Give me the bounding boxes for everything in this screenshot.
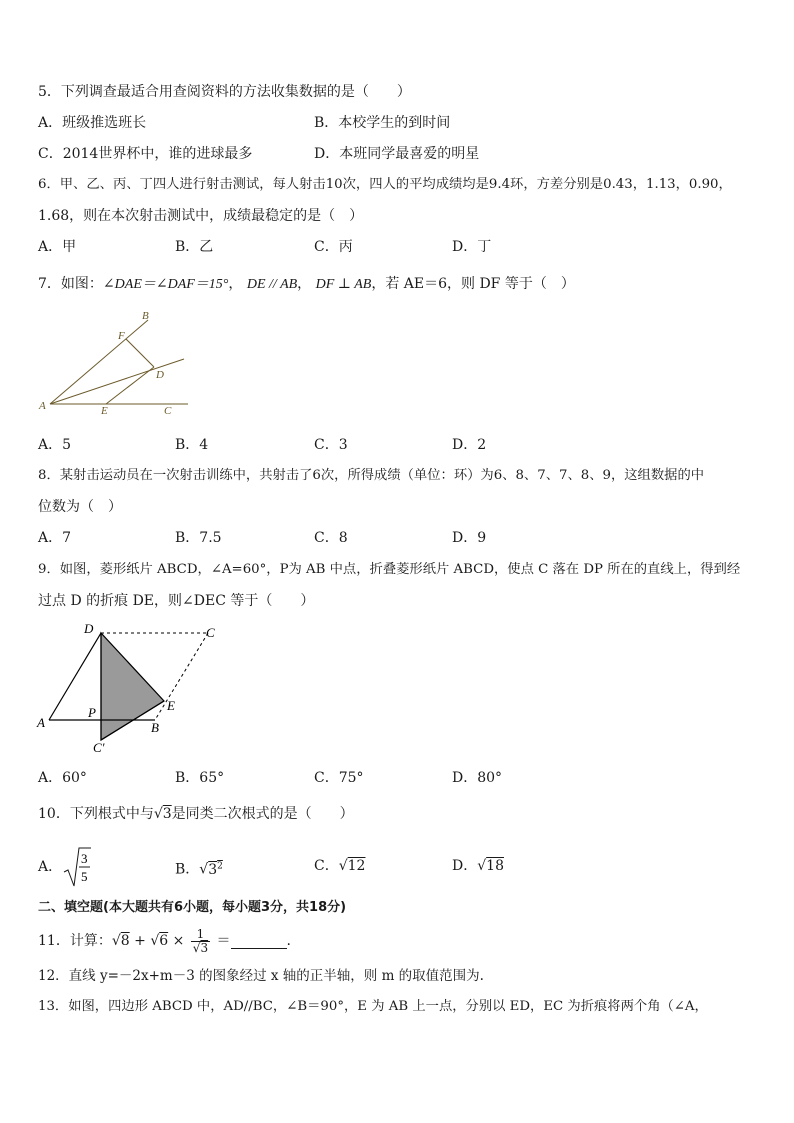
q11-prefix: 11．计算： [38,933,112,949]
q8-option-a: A．7 [38,530,72,546]
q9-label-d: D [84,621,94,636]
q10-option-c [314,856,365,876]
q13-stem: 13．如图，四边形 ABCD 中，AD//BC，∠B＝90°，E 为 AB 上一点，分别以 ED，EC 为折痕将两个角（∠A， [38,999,708,1014]
q6-option-a: A．甲 [38,239,77,255]
q9-option-c: C．75° [314,770,364,786]
q11-sqrt-1: √ [111,933,121,949]
q5-option-a: A．班级推选班长 [38,115,147,131]
q10-option-b-exp: 2 [217,861,223,871]
q7-ask: 则 DF 等于（ ） [461,276,575,292]
q9-label-p: P [88,705,96,720]
q11-times: × [172,933,185,949]
q12-stem: 12．直线 y=－2x+m－3 的图象经过 x 轴的正半轴，则 m 的取值范围为. [38,968,484,984]
q7-option-d: D．2 [452,437,487,453]
q7-label-c: C [164,405,172,417]
q5-option-d: D．本班同学最喜爱的明星 [314,146,480,162]
q10-stem [38,804,354,824]
q10-option-c-sqrt: √ [338,858,348,874]
q11-radicand-2: 6 [159,933,169,949]
q11-fraction-num: 1 [191,928,210,942]
q7-option-c: C．3 [314,437,348,453]
q10-sqrt-symbol: √ [153,806,163,822]
q6-option-d: D．丁 [452,239,492,255]
q10-option-a-num: 3 [81,851,88,866]
q7-figure [36,308,196,420]
q5-option-c: C．2014世界杯中，谁的进球最多 [38,146,253,162]
q5-stem: 5．下列调查最适合用查阅资料的方法收集数据的是（ ） [38,84,411,100]
q6-stem-line2: 1.68，则在本次射击测试中，成绩最稳定的是（ ） [38,208,364,224]
q10-option-a-den: 5 [81,869,88,884]
section-2-title: 二、填空题(本大题共有6小题，每小题3分，共18分) [38,900,347,915]
q9-label-e: E [167,698,175,713]
q7-line-ab [50,320,148,404]
q7-label-a: A [39,400,46,412]
q7-option-b: B．4 [175,437,209,453]
q7-label-b: B [142,310,149,322]
q11-fraction [191,928,210,955]
q8-option-c: C．8 [314,530,348,546]
q10-option-d [452,856,504,876]
q11-equals: ＝ [216,933,231,949]
q11-end: . [286,933,291,949]
q10-option-b-label: B． [175,861,200,878]
q10-stem-pre: 10．下列根式中与 [38,806,154,822]
q11-answer-blank[interactable] [231,934,287,949]
q7-stem: 7．如图：∠DAE＝∠DAF＝15°， DE // AB， DF ⊥ AB，若 AE＝6，则 DF 等于（ ） [38,276,575,292]
q10-option-d-sqrt: √ [477,858,487,874]
q8-stem-line2: 位数为（ ） [38,499,122,515]
q8-option-d: D．9 [452,530,487,546]
q6-option-b: B．乙 [175,239,214,255]
q7-line-fd [126,339,154,367]
q10-option-b-radicand [208,862,223,878]
q10-option-b [175,856,223,880]
q10-option-b-base: 3 [208,861,218,878]
q9-option-a: A．60° [38,770,87,786]
q7-option-a: A．5 [38,437,72,453]
q7-label-e: E [101,405,108,417]
q7-cond2: DF ⊥ AB [315,277,372,292]
q7-prefix: 7．如图： [38,276,103,292]
q9-option-b: B．65° [175,770,225,786]
q9-stem-line1: 9．如图，菱形纸片 ABCD，∠A=60°，P为 AB 中点，折叠菱形纸片 ABCD，使点 C 落在 DP 所在的直线上，得到经 [38,562,741,577]
q11-sqrt-2: √ [150,933,160,949]
q9-figure [34,618,224,768]
q7-line-ad [50,359,184,404]
q11-radicand-1: 8 [120,933,130,949]
q6-stem-line1: 6．甲、乙、丙、丁四人进行射击测试，每人射击10次，四人的平均成绩均是9.4环，方差分别是0.43，1.13，0.90， [38,177,732,192]
q9-dashed-cb [155,633,208,720]
q11-stem [38,926,291,956]
q10-option-a-label: A． [38,859,63,875]
q11-plus: + [134,933,146,949]
q7-label-f: F [118,330,125,342]
q9-label-b: B [151,720,159,735]
q8-option-b: B．7.5 [175,530,222,546]
q9-label-c: C [206,625,215,640]
q10-option-c-label: C． [314,858,339,874]
q11-fraction-den-radicand: 3 [200,940,209,955]
q9-label-c-prime: C′ [93,740,105,755]
q10-option-a-radical [62,846,92,888]
q5-option-b: B．本校学生的到时间 [314,115,451,131]
q10-option-d-radicand: 18 [486,858,504,874]
q10-option-b-sqrt: √ [199,861,209,878]
q7-line-de [106,367,154,404]
q9-option-d: D．80° [452,770,503,786]
q7-label-d: D [156,369,164,381]
q10-stem-radicand: 3 [162,806,172,822]
q10-stem-post: 是同类二次根式的是（ ） [171,806,354,822]
q6-option-c: C．丙 [314,239,353,255]
q10-option-c-radicand: 12 [347,858,366,874]
q10-option-a [38,846,92,888]
q9-label-a: A [37,715,45,730]
q7-cond1: DE // AB [246,277,298,292]
q7-cond3: 若 AE＝6 [385,276,447,292]
q8-stem-line1: 8．某射击运动员在一次射击训练中，共射击了6次，所得成绩（单位：环）为6、8、7、7、8、9，这组数据的中 [38,468,705,483]
q11-fraction-den: √3 [192,940,209,955]
q10-option-d-label: D． [452,858,478,874]
q7-angles: ∠DAE＝∠DAF＝15° [102,277,229,292]
q9-stem-line2: 过点 D 的折痕 DE，则∠DEC 等于（ ） [38,593,315,609]
